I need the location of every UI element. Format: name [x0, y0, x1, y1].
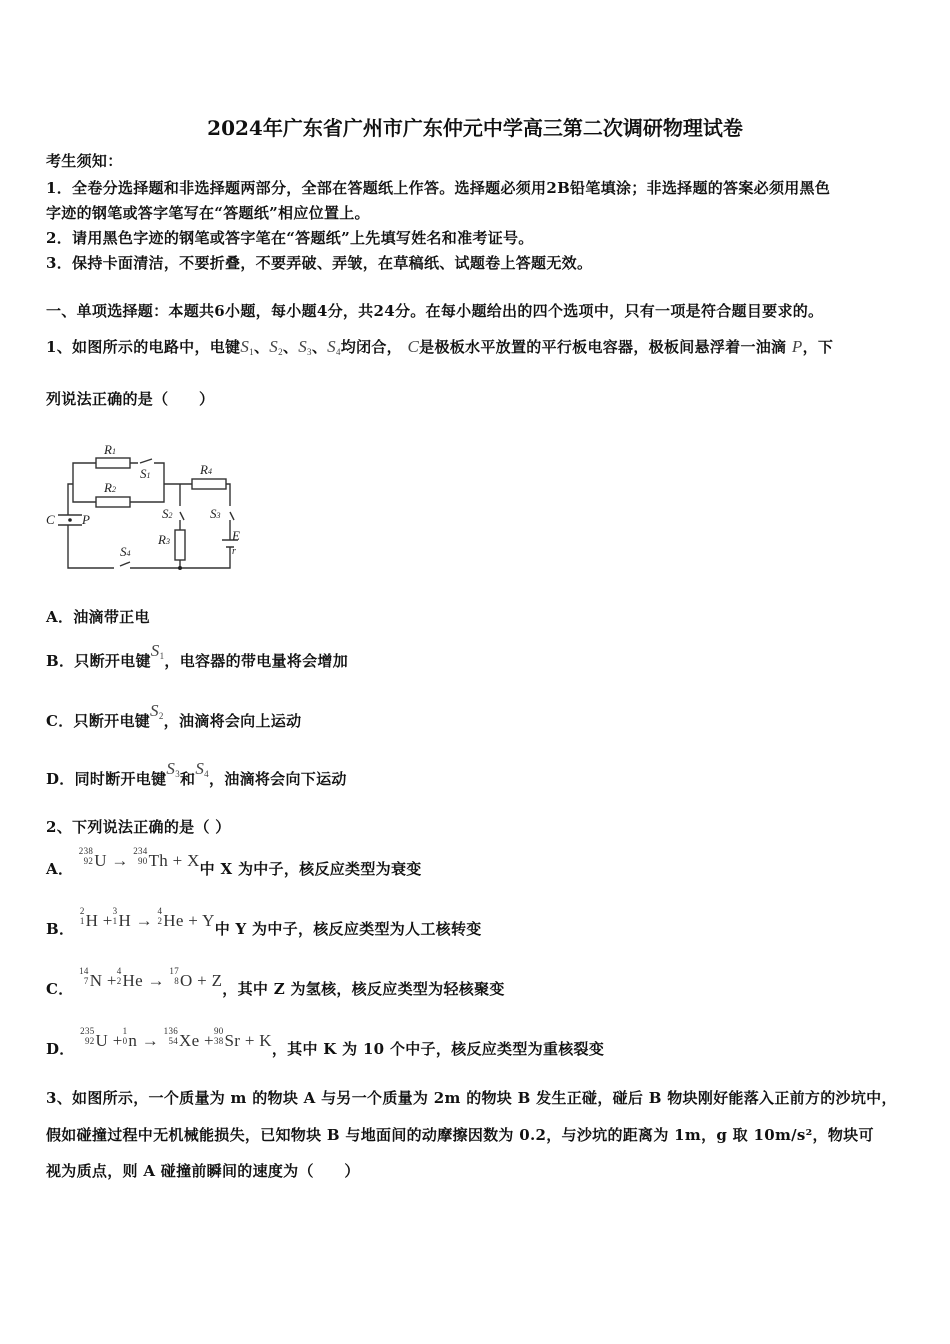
notice-item: 1．全卷分选择题和非选择题两部分，全部在答题纸上作答。选择题必须用2B铅笔填涂；非选择题的答案必须用黑色 [46, 179, 831, 197]
q1-text: 1、如图所示的电路中，电键 [46, 338, 241, 356]
q1-option-d: D．同时断开电键S3和S4，油滴将会向下运动 [46, 759, 347, 788]
notice-item: 2．请用黑色字迹的钢笔或答字笔在“答题纸”上先填写姓名和准考证号。 [46, 229, 534, 247]
section-heading: 一、单项选择题：本题共6小题，每小题4分，共24分。在每小题给出的四个选项中，只有一项是符合题目要求的。 [46, 302, 824, 320]
droplet-symbol: P [791, 337, 803, 356]
notice-heading: 考生须知： [46, 152, 123, 170]
q2-option-d: D． 235 92 U + 1 0 n → 136 54 Xe + 90 38 Sr + K，其中 K 为 10 个中子，核反应类型为重核裂变 [46, 1026, 605, 1058]
label-C: C [46, 512, 55, 527]
label-r: r [232, 546, 236, 557]
capacitor-symbol: C [407, 337, 420, 356]
label-S3: S3 [210, 506, 221, 521]
q1-option-a: A．油滴带正电 [46, 608, 150, 626]
circuit-diagram [40, 440, 240, 580]
q2-option-b: B． 2 1 H + 3 1 H → 4 2 He + Y中 Y 为中子，核反应类型为人工核转变 [46, 906, 482, 938]
question-1-stem-cont: 列说法正确的是（ ） [46, 390, 215, 408]
label-R2: R2 [104, 480, 116, 495]
label-S1: S1 [140, 466, 151, 481]
q1-option-c: C．只断开电键S2，油滴将会向上运动 [46, 701, 302, 730]
label-R3: R3 [158, 532, 170, 547]
notice-item: 3．保持卡面清洁，不要折叠，不要弄破、弄皱，在草稿纸、试题卷上答题无效。 [46, 254, 593, 272]
label-E: E [232, 528, 240, 543]
label-S2: S2 [162, 506, 173, 521]
question-2-stem: 2、下列说法正确的是（ ） [46, 818, 231, 836]
q2-option-a: A． 238 92 U → 234 90 Th + X中 X 为中子，核反应类型为衰变 [46, 846, 422, 878]
q1-option-b: B．只断开电键S1，电容器的带电量将会增加 [46, 641, 349, 670]
label-P: P [82, 512, 90, 527]
label-R1: R1 [104, 442, 116, 457]
label-S4: S4 [120, 544, 131, 559]
switch-symbol: S1 [240, 337, 254, 357]
question-3-stem-cont: 假如碰撞过程中无机械能损失，已知物块 B 与地面间的动摩擦因数为 0.2，与沙坑的距离为 1m，g 取 10m/s²，物块可 [46, 1126, 874, 1144]
question-3-stem: 3、如图所示，一个质量为 m 的物块 A 与另一个质量为 2m 的物块 B 发生正碰，碰后 B 物块刚好能落入正前方的沙坑中， [46, 1089, 897, 1107]
question-1-stem: 1、如图所示的电路中，电键S1、S2、S3、S4均闭合， C是极板水平放置的平行板电容器，极板间悬浮着一油滴 P，下 [46, 337, 834, 357]
page-title: 2024年广东省广州市广东仲元中学高三第二次调研物理试卷 [207, 116, 743, 140]
label-R4: R4 [200, 462, 212, 477]
question-3-stem-cont: 视为质点，则 A 碰撞前瞬间的速度为（ ） [46, 1162, 360, 1180]
notice-item: 字迹的钢笔或答字笔写在“答题纸”相应位置上。 [46, 204, 370, 222]
q2-option-c: C． 14 7 N + 4 2 He → 17 8 O + Z，其中 Z 为氢核，核反应类型为轻核聚变 [46, 966, 505, 998]
